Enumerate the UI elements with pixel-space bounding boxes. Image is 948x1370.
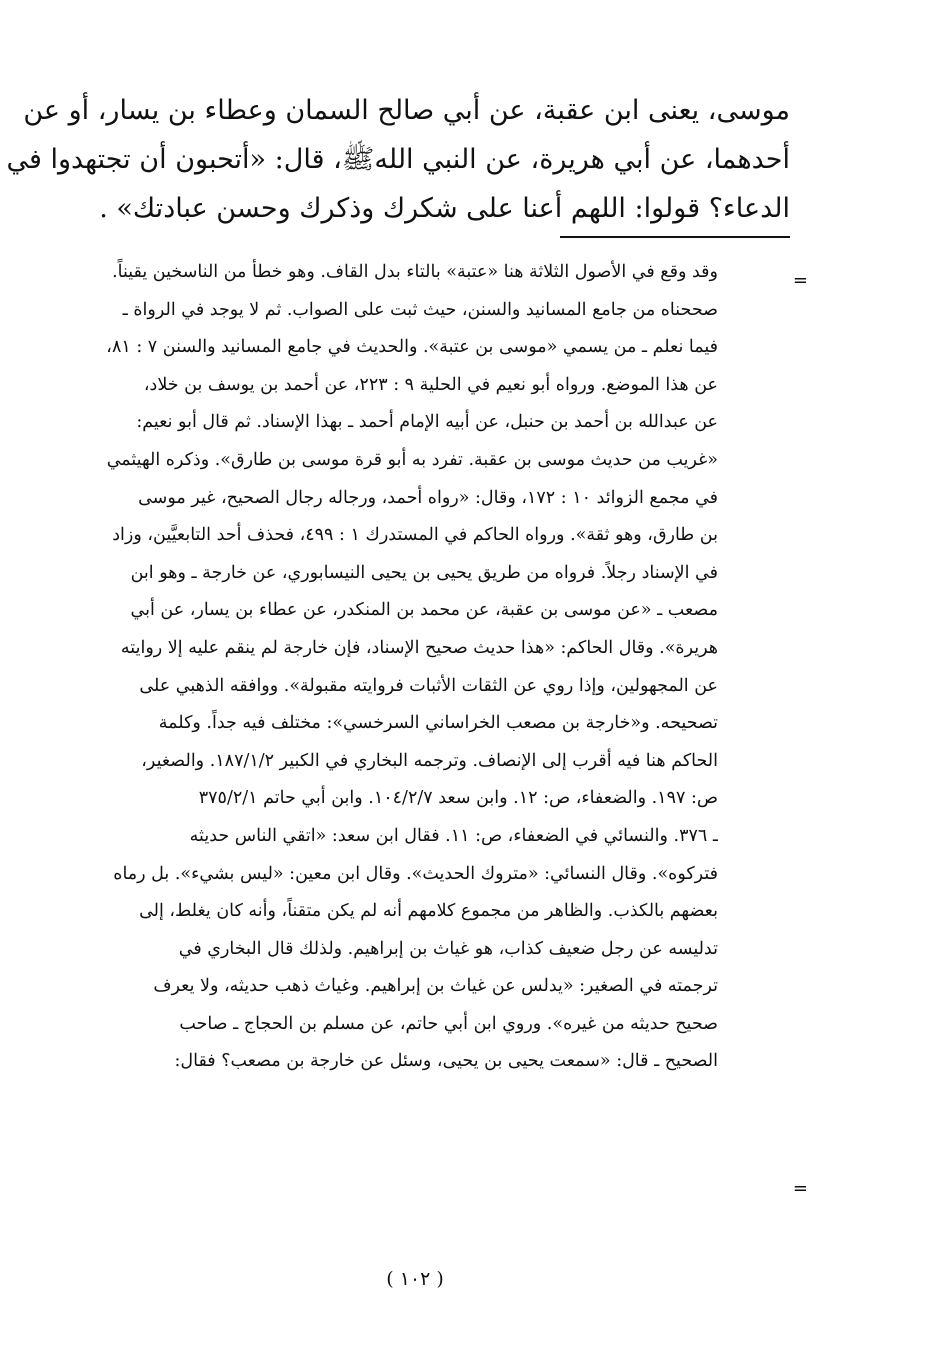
footnote-line: الصحيح ـ قال: «سمعت يحيى بن يحيى، وسئل عن خارجة بن مصعب؟ فقال: xyxy=(174,1051,718,1072)
main-text-line: أحدهما، عن أبي هريرة، عن النبي اللهﷺ، قال: «أتحبون أن تجتهدوا في xyxy=(6,144,790,175)
footnote-line: فتركوه». وقال النسائي: «متروك الحديث». وقال ابن معين: «ليس بشيء». بل رماه xyxy=(113,863,718,884)
footnote-line: عن عبدالله بن أحمد بن حنبل، عن أبيه الإمام أحمد ـ بهذا الإسناد. ثم قال أبو نعيم: xyxy=(136,412,718,433)
footnote-line: تدليسه عن رجل ضعيف كذاب، هو غياث بن إبراهيم. ولذلك قال البخاري في xyxy=(178,938,718,959)
footnote-line: عن المجهولين، وإذا روي عن الثقات الأثبات فروايته مقبولة». ووافقه الذهبي على xyxy=(139,675,718,696)
main-text xyxy=(6,86,790,233)
footnote-line: عن هذا الموضع. ورواه أبو نعيم في الحلية ٩ : ٢٢٣، عن أحمد بن يوسف بن خلاد، xyxy=(143,374,718,395)
footnote-line: صححناه من جامع المسانيد والسنن، حيث ثبت على الصواب. ثم لا يوجد في الرواة ـ xyxy=(122,299,718,320)
footnote-line: في الإسناد رجلاً. فرواه من طريق يحيى بن يحيى النيسابوري، عن خارجة ـ وهو ابن xyxy=(130,562,718,583)
footnote-line: هريرة». وقال الحاكم: «هذا حديث صحيح الإسناد، فإن خارجة لم ينقم عليه إلا روايته xyxy=(120,637,718,658)
footnote-continuation-marker: = xyxy=(792,270,808,291)
main-text-line: موسى، يعنى ابن عقبة، عن أبي صالح السمان وعطاء بن يسار، أو عن xyxy=(23,95,790,126)
footnote-line: الحاكم هنا فيه أقرب إلى الإنصاف. وترجمه البخاري في الكبير ١٨٧/١/٢. والصغير، xyxy=(141,750,718,771)
footnote-end-marker: = xyxy=(792,1178,808,1199)
footnote-block xyxy=(70,254,718,1081)
footnote-line: بن طارق، وهو ثقة». ورواه الحاكم في المستدرك ١ : ٤٩٩، فحذف أحد التابعيَّين، وزاد xyxy=(112,525,718,546)
main-text-line: الدعاء؟ قولوا: اللهم أعنا على شكرك وذكرك وحسن عبادتك» . xyxy=(99,193,790,224)
footnote-line: ـ ٣٧٦. والنسائي في الضعفاء، ص: ١١. فقال ابن سعد: «اتقي الناس حديثه xyxy=(189,825,718,846)
footnote-line: ص: ١٩٧. والضعفاء، ص: ١٢. وابن سعد ١٠٤/٢/٧. وابن أبي حاتم ٣٧٥/٢/١ xyxy=(198,788,718,809)
footnote-divider xyxy=(560,236,790,238)
footnote-line: وقد وقع في الأصول الثلاثة هنا «عتبة» بالتاء بدل القاف. وهو خطأ من الناسخين يقيناً. xyxy=(112,262,718,282)
footnote-line: تصحيحه. و«خارجة بن مصعب الخراساني السرخسي»: مختلف فيه جداً. وكلمة xyxy=(158,713,718,734)
footnote-line: بعضهم بالكذب. والظاهر من مجموع كلامهم أنه لم يكن متقناً، وأنه كان يغلط، إلى xyxy=(139,901,718,922)
page-number: ( ١٠٢ ) xyxy=(386,1268,444,1290)
footnote-line: صحيح حديثه من غيره». وروي ابن أبي حاتم، عن مسلم بن الحجاج ـ صاحب xyxy=(179,1013,718,1034)
footnote-line: «غريب من حديث موسى بن عقبة. تفرد به أبو قرة موسى بن طارق». وذكره الهيثمي xyxy=(106,449,718,470)
footnote-line: فيما نعلم ـ من يسمي «موسى بن عتبة». والحديث في جامع المسانيد والسنن ٧ : ٨١، xyxy=(106,337,718,358)
footnote-line: في مجمع الزوائد ١٠ : ١٧٢، وقال: «رواه أحمد، ورجاله رجال الصحيح، غير موسى xyxy=(138,487,718,508)
footnote-line: ترجمته في الصغير: «يدلس عن غياث بن إبراهيم. وغياث ذهب حديثه، ولا يعرف xyxy=(153,976,718,997)
footnote-line: مصعب ـ «عن موسى بن عقبة، عن محمد بن المنكدر، عن عطاء بن يسار، عن أبي xyxy=(130,600,718,621)
